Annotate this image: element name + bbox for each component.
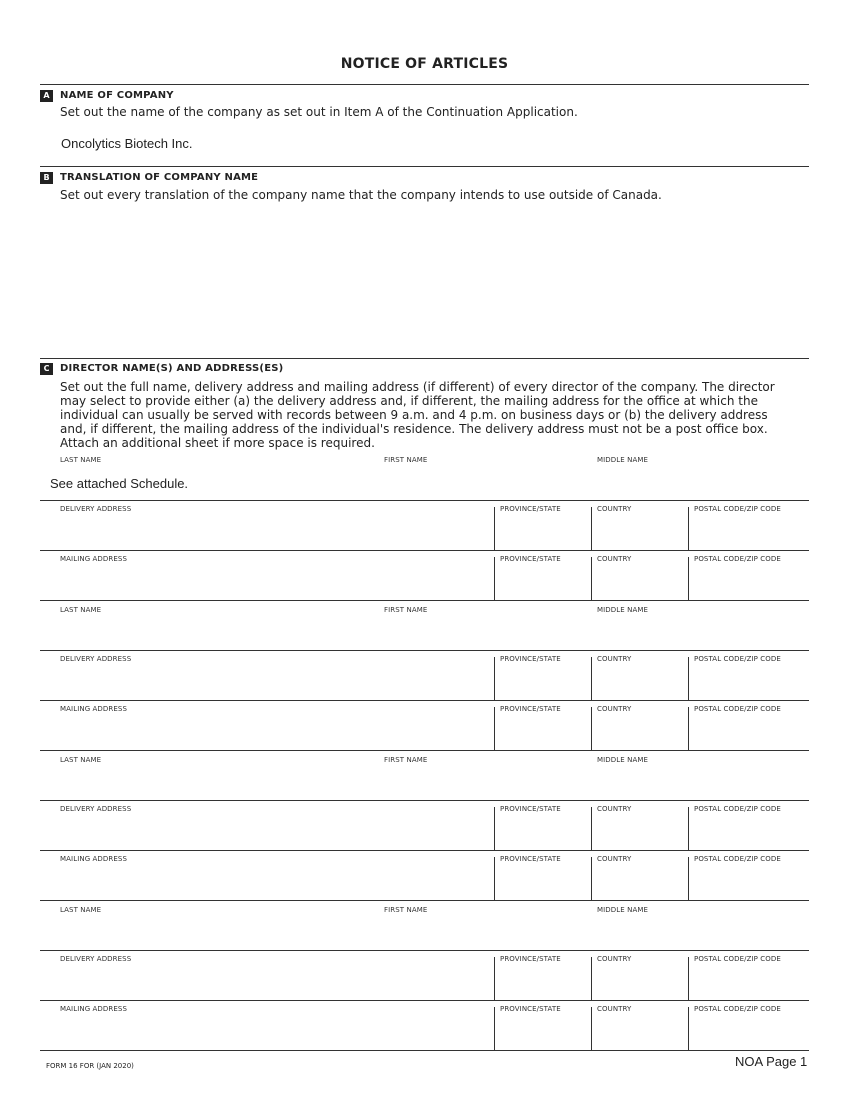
section-c-description-line: and, if different, the mailing address of the individual's residence. The delivery address must not be a post office box. bbox=[60, 422, 768, 436]
country-label: COUNTRY bbox=[597, 855, 632, 863]
column-divider bbox=[688, 857, 689, 900]
province-state-label: PROVINCE/STATE bbox=[500, 655, 561, 663]
column-divider bbox=[688, 957, 689, 1000]
country-label: COUNTRY bbox=[597, 555, 632, 563]
section-c-rule bbox=[40, 358, 809, 359]
section-c-description-line: may select to provide either (a) the delivery address and, if different, the mailing address for the office at which the bbox=[60, 394, 758, 408]
translation-field[interactable] bbox=[60, 206, 809, 354]
section-c-description-line: individual can usually be served with records between 9 a.m. and 4 p.m. on business days or (b) the delivery address bbox=[60, 408, 768, 422]
section-c-description bbox=[60, 380, 820, 450]
column-divider bbox=[494, 857, 495, 900]
page-title: NOTICE OF ARTICLES bbox=[340, 56, 509, 72]
country-label: COUNTRY bbox=[597, 805, 632, 813]
country-label: COUNTRY bbox=[597, 1005, 632, 1013]
field-rule bbox=[40, 950, 809, 951]
section-c-heading: DIRECTOR NAME(S) AND ADDRESS(ES) bbox=[60, 363, 284, 374]
company-name-field[interactable]: Oncolytics Biotech Inc. bbox=[61, 136, 193, 151]
first-name-label: FIRST NAME bbox=[384, 906, 428, 914]
field-rule bbox=[40, 500, 809, 501]
field-rule bbox=[40, 650, 809, 651]
column-divider bbox=[688, 507, 689, 550]
page-number: NOA Page 1 bbox=[735, 1054, 808, 1069]
mailing-address-label: MAILING ADDRESS bbox=[60, 855, 127, 863]
mailing-address-label: MAILING ADDRESS bbox=[60, 555, 127, 563]
column-divider bbox=[591, 707, 592, 750]
country-label: COUNTRY bbox=[597, 705, 632, 713]
province-state-label: PROVINCE/STATE bbox=[500, 555, 561, 563]
director-name-field[interactable]: See attached Schedule. bbox=[50, 476, 189, 491]
column-divider bbox=[494, 557, 495, 600]
column-divider bbox=[591, 507, 592, 550]
column-divider bbox=[591, 557, 592, 600]
postal-code-label: POSTAL CODE/ZIP CODE bbox=[694, 955, 781, 963]
first-name-label: FIRST NAME bbox=[384, 756, 428, 764]
form-identifier: FORM 16 FOR (JAN 2020) bbox=[46, 1062, 134, 1070]
section-a-description: Set out the name of the company as set out in Item A of the Continuation Application. bbox=[60, 105, 578, 119]
column-divider bbox=[591, 807, 592, 850]
column-divider bbox=[494, 707, 495, 750]
delivery-address-label: DELIVERY ADDRESS bbox=[60, 955, 132, 963]
field-rule bbox=[40, 800, 809, 801]
last-name-label: LAST NAME bbox=[60, 906, 102, 914]
country-label: COUNTRY bbox=[597, 955, 632, 963]
column-divider bbox=[494, 507, 495, 550]
postal-code-label: POSTAL CODE/ZIP CODE bbox=[694, 705, 781, 713]
country-label: COUNTRY bbox=[597, 655, 632, 663]
column-divider bbox=[494, 957, 495, 1000]
field-rule bbox=[40, 750, 809, 751]
province-state-label: PROVINCE/STATE bbox=[500, 705, 561, 713]
column-divider bbox=[591, 1007, 592, 1050]
field-rule bbox=[40, 850, 809, 851]
province-state-label: PROVINCE/STATE bbox=[500, 1005, 561, 1013]
delivery-address-label: DELIVERY ADDRESS bbox=[60, 505, 132, 513]
field-rule bbox=[40, 550, 809, 551]
mailing-address-label: MAILING ADDRESS bbox=[60, 705, 127, 713]
last-name-label: LAST NAME bbox=[60, 606, 102, 614]
last-name-label: LAST NAME bbox=[60, 456, 102, 464]
middle-name-label: MIDDLE NAME bbox=[597, 906, 649, 914]
section-b-description: Set out every translation of the company name that the company intends to use outside of Canada. bbox=[60, 188, 662, 202]
province-state-label: PROVINCE/STATE bbox=[500, 505, 561, 513]
field-rule bbox=[40, 600, 809, 601]
middle-name-label: MIDDLE NAME bbox=[597, 606, 649, 614]
column-divider bbox=[688, 707, 689, 750]
column-divider bbox=[688, 557, 689, 600]
postal-code-label: POSTAL CODE/ZIP CODE bbox=[694, 805, 781, 813]
postal-code-label: POSTAL CODE/ZIP CODE bbox=[694, 505, 781, 513]
province-state-label: PROVINCE/STATE bbox=[500, 805, 561, 813]
section-b-badge: B bbox=[40, 172, 53, 184]
postal-code-label: POSTAL CODE/ZIP CODE bbox=[694, 555, 781, 563]
postal-code-label: POSTAL CODE/ZIP CODE bbox=[694, 655, 781, 663]
column-divider bbox=[494, 807, 495, 850]
section-c-description-line: Set out the full name, delivery address and mailing address (if different) of every director of the company. The director bbox=[60, 380, 775, 394]
middle-name-label: MIDDLE NAME bbox=[597, 756, 649, 764]
section-a-heading: NAME OF COMPANY bbox=[60, 90, 174, 101]
postal-code-label: POSTAL CODE/ZIP CODE bbox=[694, 1005, 781, 1013]
province-state-label: PROVINCE/STATE bbox=[500, 855, 561, 863]
delivery-address-label: DELIVERY ADDRESS bbox=[60, 655, 132, 663]
postal-code-label: POSTAL CODE/ZIP CODE bbox=[694, 855, 781, 863]
section-b-rule bbox=[40, 166, 809, 167]
section-c-badge: C bbox=[40, 363, 53, 375]
column-divider bbox=[591, 857, 592, 900]
field-rule bbox=[40, 1000, 809, 1001]
first-name-label: FIRST NAME bbox=[384, 456, 428, 464]
first-name-label: FIRST NAME bbox=[384, 606, 428, 614]
field-rule bbox=[40, 900, 809, 901]
column-divider bbox=[591, 657, 592, 700]
country-label: COUNTRY bbox=[597, 505, 632, 513]
column-divider bbox=[494, 657, 495, 700]
column-divider bbox=[688, 657, 689, 700]
province-state-label: PROVINCE/STATE bbox=[500, 955, 561, 963]
column-divider bbox=[688, 1007, 689, 1050]
section-b-heading: TRANSLATION OF COMPANY NAME bbox=[60, 172, 259, 183]
field-rule bbox=[40, 700, 809, 701]
mailing-address-label: MAILING ADDRESS bbox=[60, 1005, 127, 1013]
column-divider bbox=[688, 807, 689, 850]
column-divider bbox=[494, 1007, 495, 1050]
section-a-rule bbox=[40, 84, 809, 85]
last-name-label: LAST NAME bbox=[60, 756, 102, 764]
delivery-address-label: DELIVERY ADDRESS bbox=[60, 805, 132, 813]
field-rule bbox=[40, 1050, 809, 1051]
section-c-description-line: Attach an additional sheet if more space is required. bbox=[60, 436, 375, 450]
middle-name-label: MIDDLE NAME bbox=[597, 456, 649, 464]
section-a-badge: A bbox=[40, 90, 53, 102]
column-divider bbox=[591, 957, 592, 1000]
